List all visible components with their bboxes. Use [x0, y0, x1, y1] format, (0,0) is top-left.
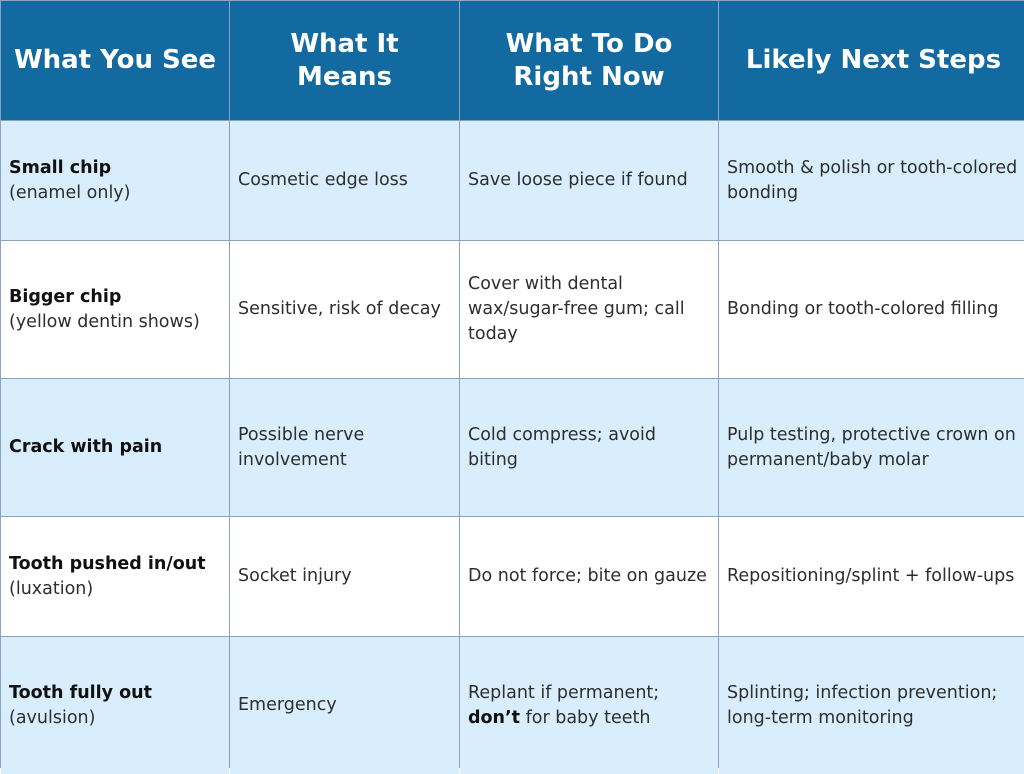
table-cell-action [460, 121, 718, 240]
table-cell-what-you-see [1, 517, 229, 636]
table-cell-meaning: Emergency [230, 637, 459, 774]
table-cell-next-steps: Smooth & polish or tooth-colored bonding [719, 121, 1024, 240]
injury-title: Tooth fully out [9, 682, 152, 703]
table-cell-what-you-see [1, 241, 229, 378]
action-text: Cover with dental wax/sugar-free gum; call today [468, 274, 685, 344]
action-text: Save loose piece if found [468, 170, 688, 190]
header-what-you-see: What You See [1, 1, 229, 120]
table-cell-next-steps: Splinting; infection prevention; long-term monitoring [719, 637, 1024, 774]
action-text: Do not force; bite on gauze [468, 566, 707, 586]
table-cell-action [460, 379, 718, 516]
table-cell-meaning: Possible nerve involvement [230, 379, 459, 516]
table-cell-meaning: Socket injury [230, 517, 459, 636]
table-cell-next-steps: Pulp testing, protective crown on permanent/baby molar [719, 379, 1024, 516]
injury-title: Crack with pain [9, 437, 163, 457]
action-text: Replant if permanent; don’t for baby teeth [468, 682, 660, 728]
injury-title: Bigger chip [9, 286, 122, 307]
table-cell-action [460, 241, 718, 378]
injury-detail: (avulsion) [9, 707, 96, 728]
table-cell-what-you-see [1, 637, 229, 774]
header-next-steps: Likely Next Steps [719, 1, 1024, 120]
table-cell-what-you-see [1, 379, 229, 516]
header-what-to-do: What To Do Right Now [460, 1, 718, 120]
table-cell-action [460, 517, 718, 636]
table-cell-next-steps: Bonding or tooth-colored filling [719, 241, 1024, 378]
table-cell-what-you-see [1, 121, 229, 240]
injury-detail: (enamel only) [9, 182, 131, 203]
injury-detail: (luxation) [9, 578, 94, 599]
header-what-it-means: What It Means [230, 1, 459, 120]
table-cell-meaning: Sensitive, risk of decay [230, 241, 459, 378]
action-text: Cold compress; avoid biting [468, 424, 656, 470]
table-cell-next-steps: Repositioning/splint + follow-ups [719, 517, 1024, 636]
injury-title: Small chip [9, 157, 112, 178]
table-cell-action [460, 637, 718, 774]
injury-detail: (yellow dentin shows) [9, 311, 200, 332]
injury-title: Tooth pushed in/out [9, 553, 206, 574]
table-cell-meaning: Cosmetic edge loss [230, 121, 459, 240]
